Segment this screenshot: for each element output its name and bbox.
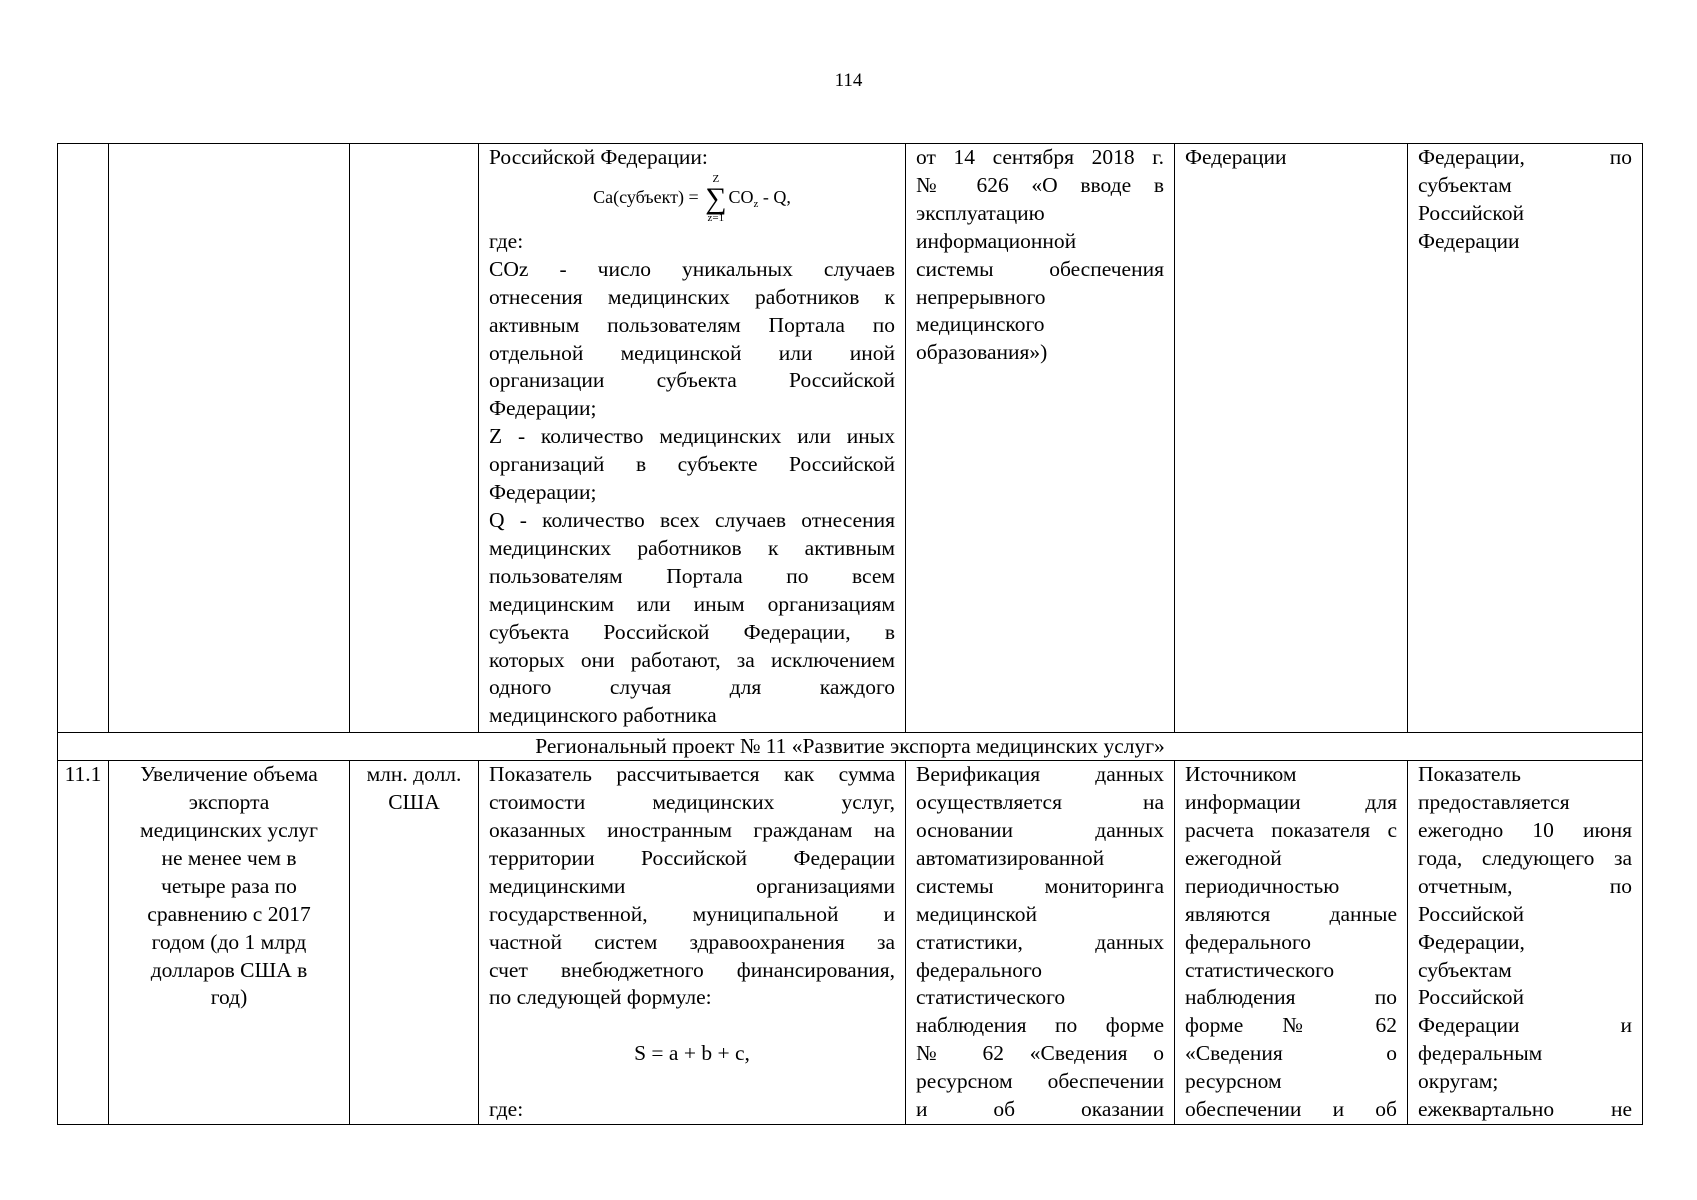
provision-line: года, следующего за: [1418, 845, 1632, 870]
cell-source-continued: [1175, 144, 1408, 733]
source-line: периодичностью: [1185, 873, 1340, 898]
provision-line: Федерации, по: [1418, 145, 1632, 169]
verification-text: [916, 144, 1164, 367]
verification-line: и об оказании: [916, 1097, 1164, 1122]
indicator-unit: [350, 761, 479, 1125]
provision-line: предоставляется: [1418, 790, 1570, 815]
method-line: Показатель рассчитывается как сумма: [489, 762, 895, 787]
name-line: Увеличение объема: [140, 762, 318, 787]
method-line: по следующей формуле:: [489, 985, 712, 1010]
source-line: статистического: [1185, 957, 1335, 982]
provision-line: федеральным: [1418, 1041, 1543, 1066]
method-line: счет внебюджетного финансирования,: [489, 957, 895, 982]
method-line: одного случая для каждого: [489, 675, 895, 700]
provision-line: субъектам: [1418, 957, 1512, 982]
formula-s: S = a + b + c,: [634, 1041, 750, 1066]
cell-verification-continued: [906, 144, 1175, 733]
method-line: медицинским или иным организациям: [489, 591, 895, 616]
sum-upper-limit: Z: [712, 172, 720, 185]
provision-line: Федерации: [1418, 228, 1520, 253]
source-text-11-1: [1185, 761, 1397, 1124]
provision-line: отчетным, по: [1418, 873, 1632, 898]
method-line: организации субъекта Российской: [489, 368, 895, 393]
method-line: где:: [489, 1097, 524, 1122]
provision-line: Российской: [1418, 985, 1524, 1010]
source-line: наблюдения по: [1185, 985, 1397, 1010]
indicator-table: [57, 143, 1643, 1125]
verification-line: медицинской: [916, 901, 1037, 926]
verification-line: № 626 «О вводе в: [916, 172, 1164, 197]
verification-text-11-1: [916, 761, 1164, 1124]
verification-line: от 14 сентября 2018 г.: [916, 145, 1164, 169]
method-line: медицинского работника: [489, 703, 717, 728]
indicator-unit-text: [354, 761, 474, 817]
source-line: Федерации: [1185, 145, 1287, 169]
table-row-11-1: [58, 761, 1643, 1125]
formula-left: Са(субъект) =: [593, 187, 699, 208]
verification-line: федерального: [916, 957, 1042, 982]
formula-term-subscript: z: [753, 198, 759, 211]
verification-line: информационной: [916, 228, 1077, 253]
indicator-number: 11.1: [58, 761, 109, 1125]
provision-line: Показатель: [1418, 762, 1521, 787]
method-line: Z - количество медицинских или иных: [489, 424, 895, 449]
name-line: не менее чем в: [161, 845, 297, 870]
sigma-glyph: ∑: [705, 181, 727, 215]
method-line: оказанных иностранным гражданам на: [489, 818, 895, 843]
verification-line: системы обеспечения: [916, 256, 1164, 281]
unit-line: США: [388, 790, 440, 815]
verification-line: эксплуатацию: [916, 200, 1045, 225]
verification-line: Верификация данных: [916, 762, 1164, 787]
method-line: которых они работают, за исключением: [489, 647, 895, 672]
indicator-name-text: [119, 761, 339, 1012]
method-line: COz - число уникальных случаев: [489, 256, 895, 281]
method-line: отнесения медицинских работников к: [489, 284, 895, 309]
method-line: государственной, муниципальной и: [489, 901, 895, 926]
formula-right: - Q,: [762, 187, 791, 208]
provision-line: округам;: [1418, 1069, 1499, 1094]
method-line: медицинских работников к активным: [489, 535, 895, 560]
verification-line: основании данных: [916, 818, 1164, 843]
method-line: отдельной медицинской или иной: [489, 340, 895, 365]
name-line: экспорта: [188, 790, 270, 815]
method-line: территории Российской Федерации: [489, 845, 895, 870]
provision-line: ежегодно 10 июня: [1418, 818, 1632, 843]
indicator-provision: [1408, 761, 1643, 1125]
source-line: ресурсном: [1185, 1069, 1282, 1094]
method-line: Q - количество всех случаев отнесения: [489, 507, 895, 532]
indicator-verification: [906, 761, 1175, 1125]
verification-line: образования»): [916, 340, 1048, 365]
source-line: федерального: [1185, 929, 1311, 954]
name-line: годом (до 1 млрд: [151, 929, 307, 954]
cell-number-empty: [58, 144, 109, 733]
verification-line: медицинского: [916, 312, 1045, 337]
provision-line: Федерации,: [1418, 929, 1525, 954]
source-line: информации для: [1185, 790, 1397, 815]
formula-term: CO: [728, 187, 754, 208]
source-line: обеспечении и об: [1185, 1097, 1397, 1122]
method-line: Российской Федерации:: [489, 145, 708, 169]
method-text: [489, 761, 895, 1012]
source-line: «Сведения о: [1185, 1041, 1397, 1066]
method-line: субъекта Российской Федерации, в: [489, 619, 895, 644]
provision-text-11-1: [1418, 761, 1632, 1124]
method-line: Федерации;: [489, 480, 597, 505]
verification-line: системы мониторинга: [916, 873, 1164, 898]
provision-text: [1418, 144, 1632, 256]
provision-line: субъектам: [1418, 172, 1512, 197]
method-line: частной систем здравоохранения за: [489, 929, 895, 954]
region-header-row: [58, 733, 1643, 761]
verification-line: автоматизированной: [916, 845, 1105, 870]
verification-line: № 62 «Сведения о: [916, 1041, 1164, 1066]
source-line: расчета показателя с: [1185, 818, 1397, 843]
provision-line: Российской: [1418, 200, 1524, 225]
method-line: где:: [489, 228, 524, 253]
region-project-title: Региональный проект № 11 «Развитие экспорта медицинских услуг»: [58, 733, 1643, 761]
verification-line: наблюдения по форме: [916, 1013, 1164, 1038]
name-line: медицинских услуг: [139, 818, 319, 843]
provision-line: Российской: [1418, 901, 1524, 926]
method-line: Федерации;: [489, 396, 597, 421]
verification-line: непрерывного: [916, 284, 1046, 309]
unit-line: млн. долл.: [366, 762, 462, 787]
method-line: организаций в субъекте Российской: [489, 452, 895, 477]
verification-line: статистического: [916, 985, 1066, 1010]
indicator-name: [109, 761, 350, 1125]
provision-line: Федерации и: [1418, 1013, 1632, 1038]
cell-name-empty: [109, 144, 350, 733]
cell-method-continued: [479, 144, 906, 733]
sum-symbol: [705, 174, 726, 224]
source-line: являются данные: [1185, 901, 1397, 926]
verification-line: осуществляется на: [916, 790, 1164, 815]
method-line: медицинскими организациями: [489, 873, 895, 898]
provision-line: ежеквартально не: [1418, 1097, 1632, 1122]
name-line: четыре раза по: [161, 873, 297, 898]
method-after-text: [489, 1096, 895, 1124]
indicator-method: [479, 761, 906, 1125]
name-line: долларов США в: [150, 957, 308, 982]
source-line: ежегодной: [1185, 845, 1282, 870]
method-line: стоимости медицинских услуг,: [489, 790, 895, 815]
method-line: пользователям Портала по всем: [489, 563, 895, 588]
name-line: сравнению с 2017: [147, 901, 311, 926]
formula-ca-subject: [489, 172, 895, 228]
cell-provision-continued: [1408, 144, 1643, 733]
name-line: год): [210, 985, 248, 1010]
source-text: [1185, 144, 1397, 172]
verification-line: статистики, данных: [916, 929, 1164, 954]
source-line: Источником: [1185, 762, 1297, 787]
table-row-continued: [58, 144, 1643, 733]
method-line: активным пользователям Портала по: [489, 312, 895, 337]
verification-line: ресурсном обеспечении: [916, 1069, 1164, 1094]
cell-unit-empty: [350, 144, 479, 733]
page-number: 114: [834, 70, 863, 91]
indicator-source: [1175, 761, 1408, 1125]
method-definitions: [489, 228, 895, 730]
sum-lower-limit: z=1: [707, 211, 725, 224]
source-line: форме № 62: [1185, 1013, 1397, 1038]
